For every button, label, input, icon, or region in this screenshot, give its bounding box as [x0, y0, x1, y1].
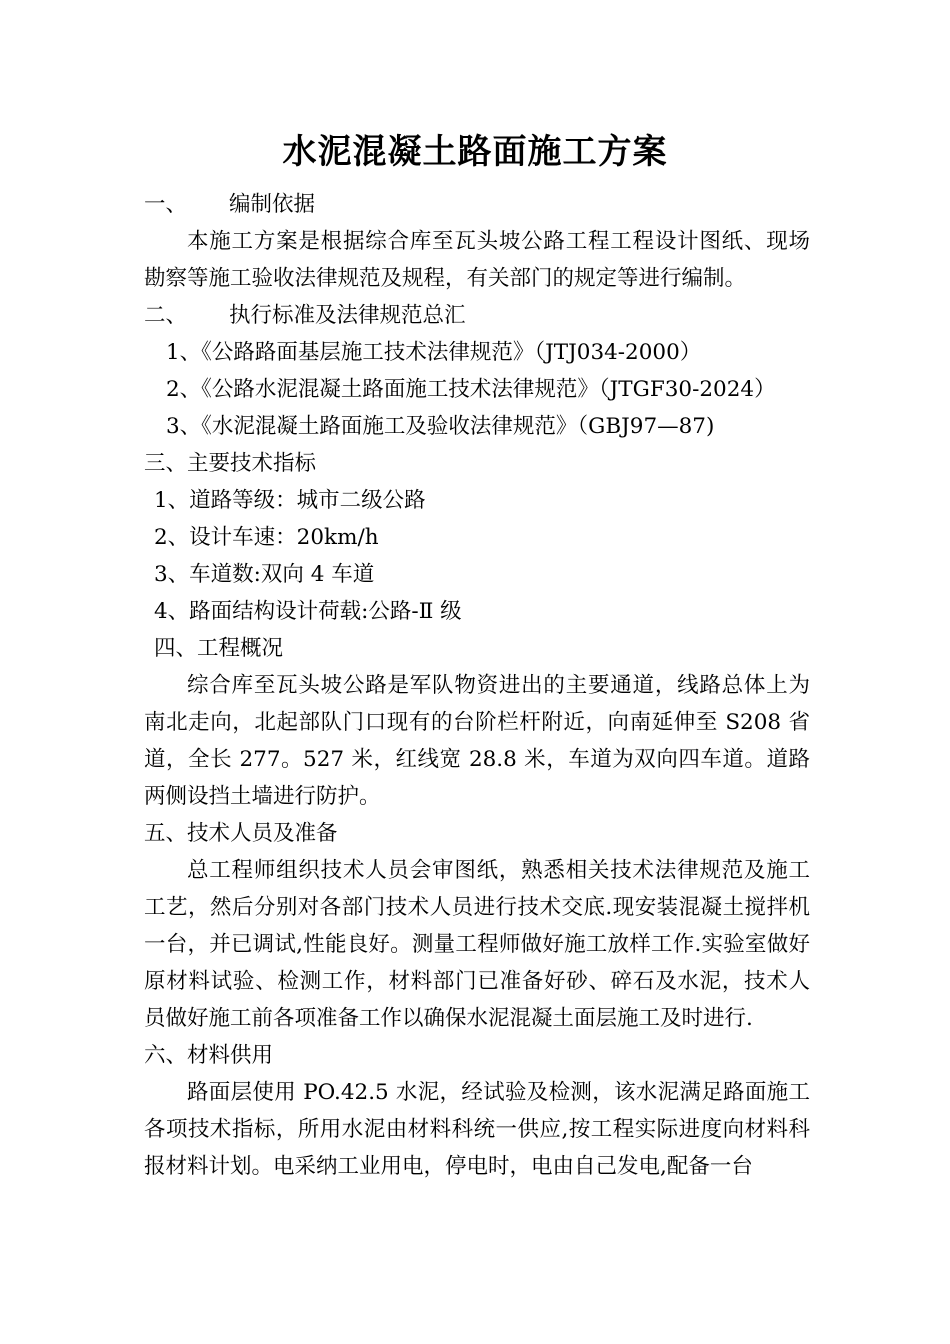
- spec-item: 4、路面结构设计荷载:公路-Ⅱ 级: [154, 599, 462, 624]
- document-title: 水泥混凝土路面施工方案: [282, 132, 668, 172]
- section-4-paragraph: 综合库至瓦头坡公路是军队物资进出的主要通道，线路总体上为南北走向，北起部队门口现有的台阶栏杆附近，向南延伸至 S208 省道，全长 277。527 米，红线宽 28.8 米，车道为双向四车道。道路两侧设挡土墙进行防护。: [144, 673, 810, 809]
- standard-item: 1、《公路路面基层施工技术法律规范》（JTJ034-2000）: [166, 340, 702, 365]
- section-heading-2: [144, 297, 810, 334]
- section-heading-5: 五、技术人员及准备: [144, 821, 338, 846]
- document-body: [144, 186, 810, 1185]
- section-6-paragraph: 路面层使用 PO.42.5 水泥，经试验及检测，该水泥满足路面施工各项技术指标，所用水泥由材料科统一供应,按工程实际进度向材料科报材料计划。电采纳工业用电，停电时，电由自己发电,配备一台: [144, 1080, 810, 1179]
- section-heading-3: 三、主要技术指标: [144, 451, 317, 476]
- section-heading-1: [144, 186, 810, 223]
- section-1-paragraph: 本施工方案是根据综合库至瓦头坡公路工程工程设计图纸、现场勘察等施工验收法律规范及规程，有关部门的规定等进行编制。: [144, 229, 810, 291]
- standard-item: 2、《公路水泥混凝土路面施工技术法律规范》（JTGF30-2024）: [166, 377, 776, 402]
- spec-item: 2、设计车速：20km/h: [154, 525, 379, 550]
- section-title: 编制依据: [229, 192, 316, 217]
- section-number: 二、: [144, 303, 188, 328]
- section-5-paragraph: 总工程师组织技术人员会审图纸，熟悉相关技术法律规范及施工工艺，然后分别对各部门技术人员进行技术交底.现安装混凝土搅拌机一台，并已调试,性能良好。测量工程师做好施工放样工作.实验室做好原材料试验、检测工作，材料部门已准备好砂、碎石及水泥，技术人员做好施工前各项准备工作以确保水泥混凝土面层施工及时进行.: [144, 858, 810, 1031]
- section-heading-6: 六、材料供用: [144, 1043, 274, 1068]
- section-title: 执行标准及法律规范总汇: [229, 303, 466, 328]
- spec-item: 3、车道数:双向 4 车道: [154, 562, 375, 587]
- section-number: 一、: [144, 192, 188, 217]
- standard-item: 3、《水泥混凝土路面施工及验收法律规范》（GBJ97—87): [166, 414, 715, 439]
- spec-item: 1、道路等级：城市二级公路: [154, 488, 426, 513]
- section-heading-4: 四、工程概况: [154, 636, 284, 661]
